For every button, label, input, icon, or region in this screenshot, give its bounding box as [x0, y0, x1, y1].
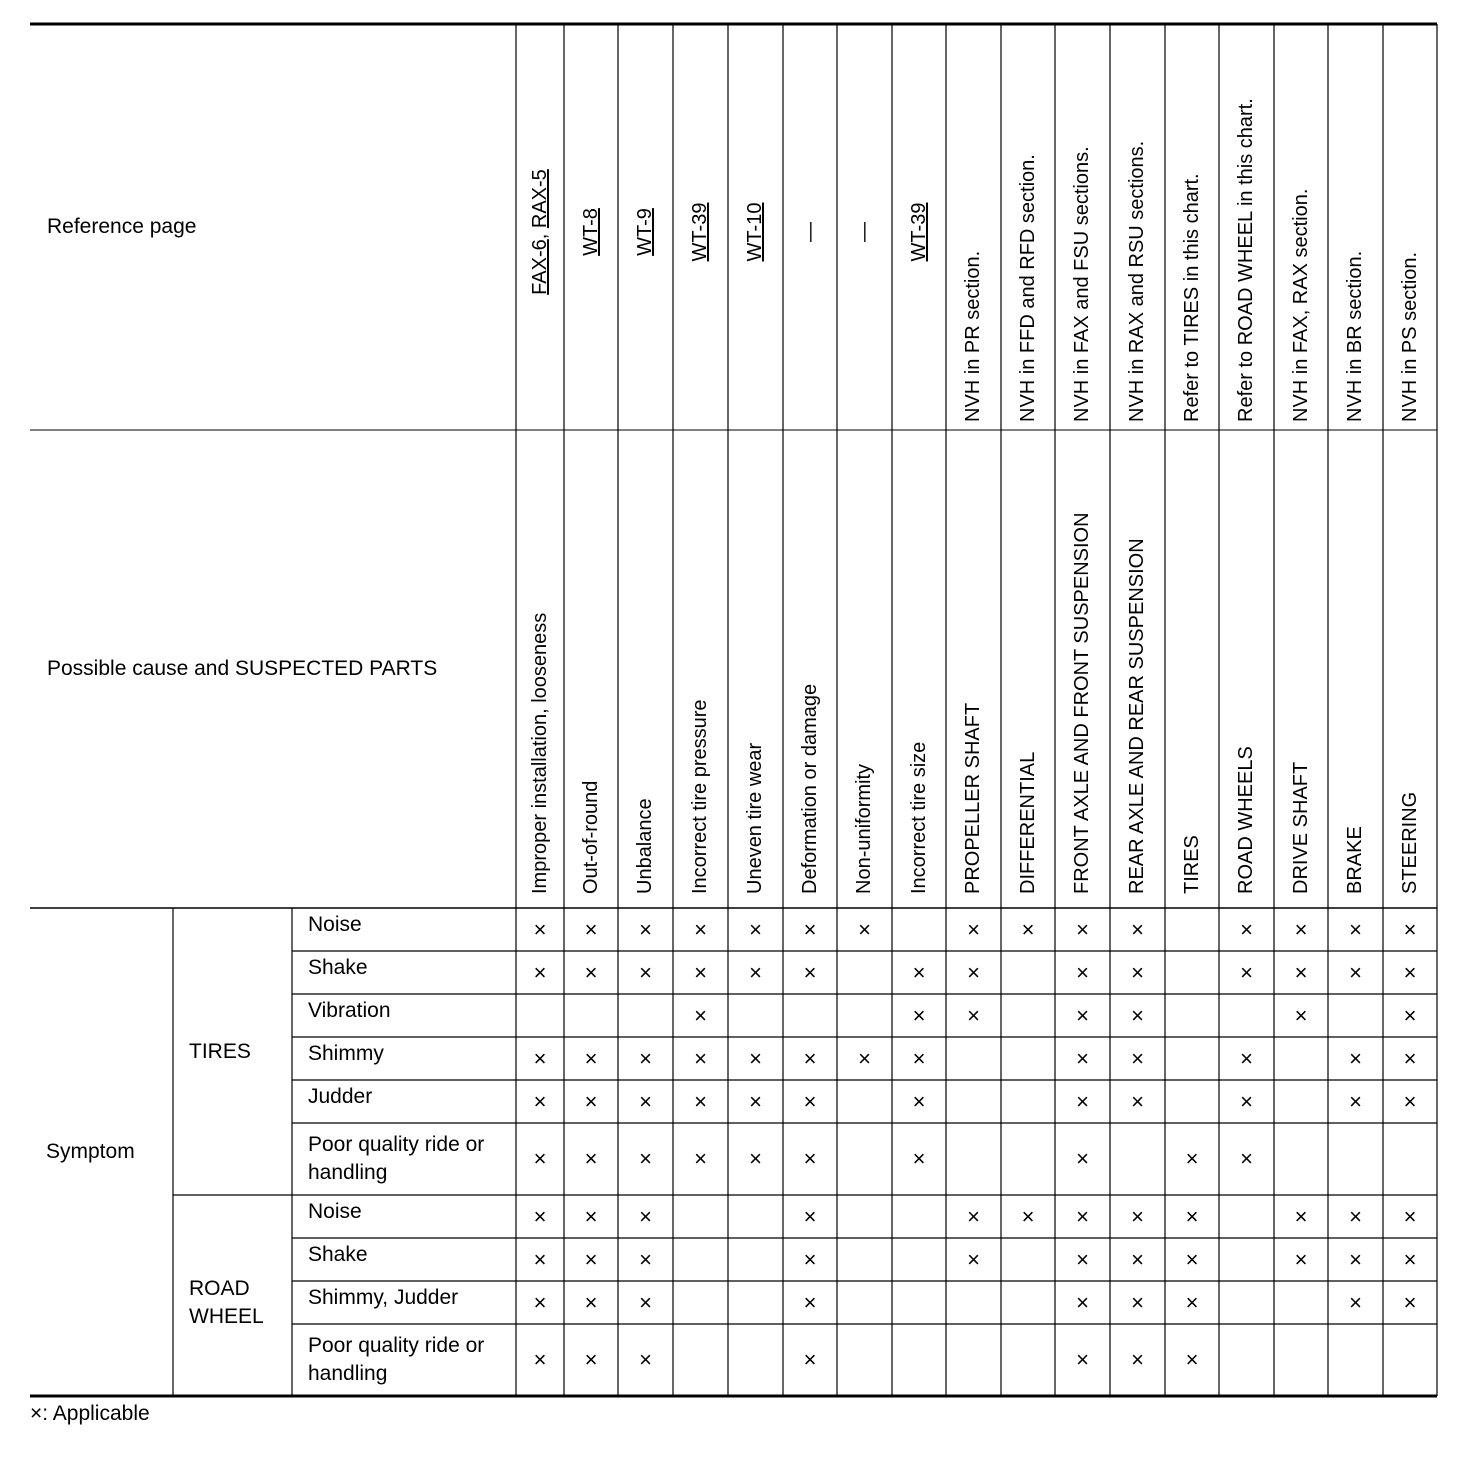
applicable-mark: × — [639, 1246, 652, 1272]
applicable-mark: × — [1131, 1203, 1144, 1229]
applicable-mark: × — [967, 1246, 980, 1272]
applicable-mark: × — [694, 959, 707, 985]
applicable-mark: × — [1076, 1146, 1089, 1171]
column-reference-15 — [1274, 42, 1328, 422]
column-reference-6 — [783, 42, 837, 422]
symptom-row-label: Noise — [308, 1200, 362, 1223]
applicable-mark: × — [1131, 959, 1144, 985]
column-part-13 — [1165, 444, 1219, 894]
applicable-mark: × — [1240, 1146, 1253, 1171]
applicable-mark: × — [694, 1088, 707, 1114]
applicable-mark: × — [1403, 1289, 1417, 1315]
applicable-mark: × — [639, 1088, 652, 1114]
applicable-mark: × — [749, 1146, 762, 1171]
reference-text: NVH in RAX and RSU sections. — [1126, 140, 1148, 422]
applicable-mark: × — [533, 916, 547, 942]
column-part-3 — [618, 444, 673, 894]
column-part-15 — [1274, 444, 1328, 894]
applicable-mark: × — [584, 1347, 598, 1372]
applicable-mark: × — [1294, 916, 1308, 942]
symptom-row-label: Shake — [308, 1243, 368, 1266]
column-reference-17 — [1383, 42, 1437, 422]
possible-cause-label: Possible cause and SUSPECTED PARTS — [47, 657, 438, 680]
applicable-mark: × — [1131, 1347, 1144, 1372]
applicable-mark: × — [1076, 959, 1089, 985]
reference-text: Refer to ROAD WHEEL in this chart. — [1235, 98, 1257, 422]
applicable-mark: × — [533, 1045, 547, 1071]
reference-text: Refer to TIRES in this chart. — [1180, 173, 1203, 422]
part-label: Out-of-round — [579, 780, 602, 894]
applicable-mark: × — [639, 1347, 652, 1372]
applicable-mark: × — [1021, 916, 1035, 942]
applicable-mark: × — [1403, 916, 1417, 942]
applicable-mark: × — [1403, 959, 1417, 985]
applicable-mark: × — [858, 1045, 871, 1071]
part-label: STEERING — [1398, 791, 1421, 894]
part-label: ROAD WHEELS — [1235, 746, 1257, 894]
part-label: FRONT AXLE AND FRONT SUSPENSION — [1071, 512, 1093, 894]
applicable-mark: × — [1403, 1045, 1417, 1071]
column-reference-5[interactable] — [728, 42, 783, 422]
reference-link[interactable]: WT-39 — [907, 202, 930, 262]
applicable-mark: × — [1349, 959, 1362, 985]
applicable-mark: × — [1349, 1045, 1362, 1071]
applicable-mark: × — [1349, 1289, 1362, 1315]
applicable-mark: × — [533, 1088, 547, 1114]
applicable-mark: × — [1294, 959, 1308, 985]
applicable-mark: × — [967, 1203, 980, 1229]
column-part-10 — [1001, 444, 1055, 894]
symptom-row-label: Shimmy — [308, 1042, 384, 1065]
applicable-mark: × — [584, 1246, 598, 1272]
reference-link[interactable]: WT-9 — [634, 208, 656, 256]
reference-page-label: Reference page — [47, 215, 197, 238]
applicable-mark: × — [1240, 1088, 1253, 1114]
applicable-mark: × — [912, 1146, 926, 1171]
column-reference-7 — [837, 42, 892, 422]
applicable-mark: × — [533, 1289, 547, 1315]
applicable-mark: × — [584, 1203, 598, 1229]
applicable-mark: × — [1076, 1203, 1089, 1229]
applicable-mark: × — [533, 959, 547, 985]
applicable-mark: × — [1076, 1088, 1089, 1114]
part-label: Uneven tire wear — [744, 742, 766, 894]
applicable-mark: × — [639, 959, 652, 985]
applicable-mark: × — [803, 1045, 817, 1071]
reference-text: — — [798, 222, 821, 242]
applicable-mark: × — [1240, 959, 1253, 985]
applicable-mark: × — [639, 1146, 652, 1171]
applicable-mark: × — [1185, 1289, 1199, 1315]
column-reference-8[interactable] — [892, 42, 946, 422]
group-label-tires: TIRES — [189, 1039, 251, 1063]
applicable-mark: × — [694, 1146, 707, 1171]
column-reference-9 — [946, 42, 1001, 422]
part-label: REAR AXLE AND REAR SUSPENSION — [1126, 538, 1148, 894]
applicable-mark: × — [1076, 916, 1089, 942]
column-part-17 — [1383, 444, 1437, 894]
part-label: Improper installation, looseness — [528, 612, 551, 894]
reference-link[interactable]: WT-10 — [744, 202, 766, 262]
symptom-row-label: Poor quality ride or handling — [308, 1334, 485, 1385]
reference-text: NVH in PS section. — [1398, 251, 1421, 422]
reference-text: NVH in FFD and RFD section. — [1016, 154, 1039, 422]
applicable-mark: × — [639, 1045, 652, 1071]
applicable-mark: × — [803, 959, 817, 985]
symptom-row-label: Vibration — [308, 999, 391, 1022]
column-part-16 — [1328, 444, 1383, 894]
column-part-2 — [564, 444, 618, 894]
applicable-mark: × — [584, 1045, 598, 1071]
applicable-mark: × — [1131, 1045, 1144, 1071]
part-label: DRIVE SHAFT — [1289, 761, 1312, 894]
part-label: Incorrect tire pressure — [689, 699, 711, 894]
applicable-mark: × — [803, 1203, 817, 1229]
part-label: PROPELLER SHAFT — [962, 702, 984, 894]
applicable-mark: × — [1294, 1246, 1308, 1272]
applicable-mark: × — [803, 1347, 817, 1372]
applicable-mark: × — [1403, 1203, 1417, 1229]
column-part-1 — [516, 444, 564, 894]
reference-text: NVH in FAX and FSU sections. — [1071, 146, 1093, 422]
reference-text: — — [853, 222, 875, 242]
column-part-9 — [946, 444, 1001, 894]
applicable-mark: × — [1403, 1088, 1417, 1114]
applicable-mark: × — [912, 959, 926, 985]
applicable-mark: × — [639, 1203, 652, 1229]
applicable-mark: × — [1294, 1002, 1308, 1028]
applicable-mark: × — [803, 1088, 817, 1114]
applicable-mark: × — [1076, 1246, 1089, 1272]
applicable-mark: × — [803, 1146, 817, 1171]
applicable-mark: × — [1349, 1088, 1362, 1114]
applicable-mark: × — [967, 1002, 980, 1028]
applicable-mark: × — [1131, 1088, 1144, 1114]
applicable-mark: × — [584, 1289, 598, 1315]
applicable-mark: × — [1076, 1289, 1089, 1315]
column-part-11 — [1055, 444, 1110, 894]
legend: ×: Applicable — [30, 1402, 150, 1425]
part-label: Incorrect tire size — [907, 741, 930, 894]
reference-link[interactable]: WT-8 — [579, 208, 602, 256]
applicable-mark: × — [1185, 1246, 1199, 1272]
applicable-mark: × — [1240, 916, 1253, 942]
applicable-mark: × — [912, 1088, 926, 1114]
applicable-mark: × — [1185, 1203, 1199, 1229]
applicable-mark: × — [1131, 1246, 1144, 1272]
applicable-mark: × — [803, 1289, 817, 1315]
symptom-row-label: Judder — [308, 1085, 373, 1108]
applicable-mark: × — [694, 1002, 707, 1028]
applicable-mark: × — [1131, 916, 1144, 942]
group-label-road-wheel: ROAD WHEEL — [189, 1276, 264, 1328]
symptom-row-label: Shimmy, Judder — [308, 1286, 459, 1309]
applicable-mark: × — [639, 916, 652, 942]
column-reference-14 — [1219, 42, 1274, 422]
column-reference-13 — [1165, 42, 1219, 422]
column-reference-1[interactable] — [516, 42, 564, 422]
applicable-mark: × — [967, 916, 980, 942]
applicable-mark: × — [694, 1045, 707, 1071]
symptom-row-label: Poor quality ride or handling — [308, 1133, 485, 1184]
applicable-mark: × — [1021, 1203, 1035, 1229]
part-label: Deformation or damage — [798, 683, 821, 894]
part-label: TIRES — [1180, 835, 1203, 894]
reference-text: NVH in BR section. — [1344, 250, 1366, 422]
column-reference-12 — [1110, 42, 1165, 422]
reference-link[interactable]: RAX-5 — [528, 169, 551, 229]
applicable-mark: × — [858, 916, 871, 942]
applicable-mark: × — [1185, 1347, 1199, 1372]
part-label: Unbalance — [634, 798, 656, 894]
part-label: BRAKE — [1344, 826, 1366, 894]
applicable-mark: × — [1240, 1045, 1253, 1071]
applicable-mark: × — [584, 1088, 598, 1114]
applicable-mark: × — [1131, 1289, 1144, 1315]
column-part-12 — [1110, 444, 1165, 894]
reference-link[interactable]: WT-39 — [689, 202, 711, 262]
applicable-mark: × — [584, 1146, 598, 1171]
column-part-4 — [673, 444, 728, 894]
column-reference-16 — [1328, 42, 1383, 422]
applicable-mark: × — [1349, 1246, 1362, 1272]
part-label: Non-uniformity — [853, 763, 875, 894]
applicable-mark: × — [912, 1045, 926, 1071]
column-part-14 — [1219, 444, 1274, 894]
column-part-5 — [728, 444, 783, 894]
applicable-mark: × — [749, 959, 762, 985]
applicable-mark: × — [1349, 916, 1362, 942]
applicable-mark: × — [1403, 1246, 1417, 1272]
applicable-mark: × — [803, 1246, 817, 1272]
column-reference-11 — [1055, 42, 1110, 422]
applicable-mark: × — [1403, 1002, 1417, 1028]
applicable-mark: × — [967, 959, 980, 985]
symptom-row-label: Noise — [308, 913, 362, 936]
applicable-mark: × — [749, 1045, 762, 1071]
column-reference-10 — [1001, 42, 1055, 422]
reference-separator: , — [528, 228, 551, 240]
applicable-mark: × — [1349, 1203, 1362, 1229]
reference-text: NVH in FAX, RAX section. — [1289, 188, 1312, 422]
applicable-mark: × — [749, 916, 762, 942]
column-part-6 — [783, 444, 837, 894]
applicable-mark: × — [749, 1088, 762, 1114]
applicable-mark: × — [584, 959, 598, 985]
part-label: DIFFERENTIAL — [1016, 751, 1039, 894]
reference-text: NVH in PR section. — [962, 250, 984, 422]
column-part-8 — [892, 444, 946, 894]
applicable-mark: × — [803, 916, 817, 942]
column-reference-3[interactable] — [618, 42, 673, 422]
applicable-mark: × — [694, 916, 707, 942]
applicable-mark: × — [533, 1246, 547, 1272]
applicable-mark: × — [912, 1002, 926, 1028]
symptom-label: Symptom — [46, 1140, 135, 1163]
applicable-mark: × — [1185, 1146, 1199, 1171]
applicable-mark: × — [533, 1347, 547, 1372]
applicable-mark: × — [639, 1289, 652, 1315]
applicable-mark: × — [1076, 1045, 1089, 1071]
applicable-mark: × — [533, 1146, 547, 1171]
applicable-mark: × — [584, 916, 598, 942]
reference-link[interactable]: FAX-6 — [528, 239, 551, 295]
column-part-7 — [837, 444, 892, 894]
column-reference-2[interactable] — [564, 42, 618, 422]
applicable-mark: × — [1076, 1002, 1089, 1028]
column-reference-4[interactable] — [673, 42, 728, 422]
applicable-mark: × — [1294, 1203, 1308, 1229]
symptom-row-label: Shake — [308, 956, 368, 979]
applicable-mark: × — [1076, 1347, 1089, 1372]
applicable-mark: × — [1131, 1002, 1144, 1028]
applicable-mark: × — [533, 1203, 547, 1229]
